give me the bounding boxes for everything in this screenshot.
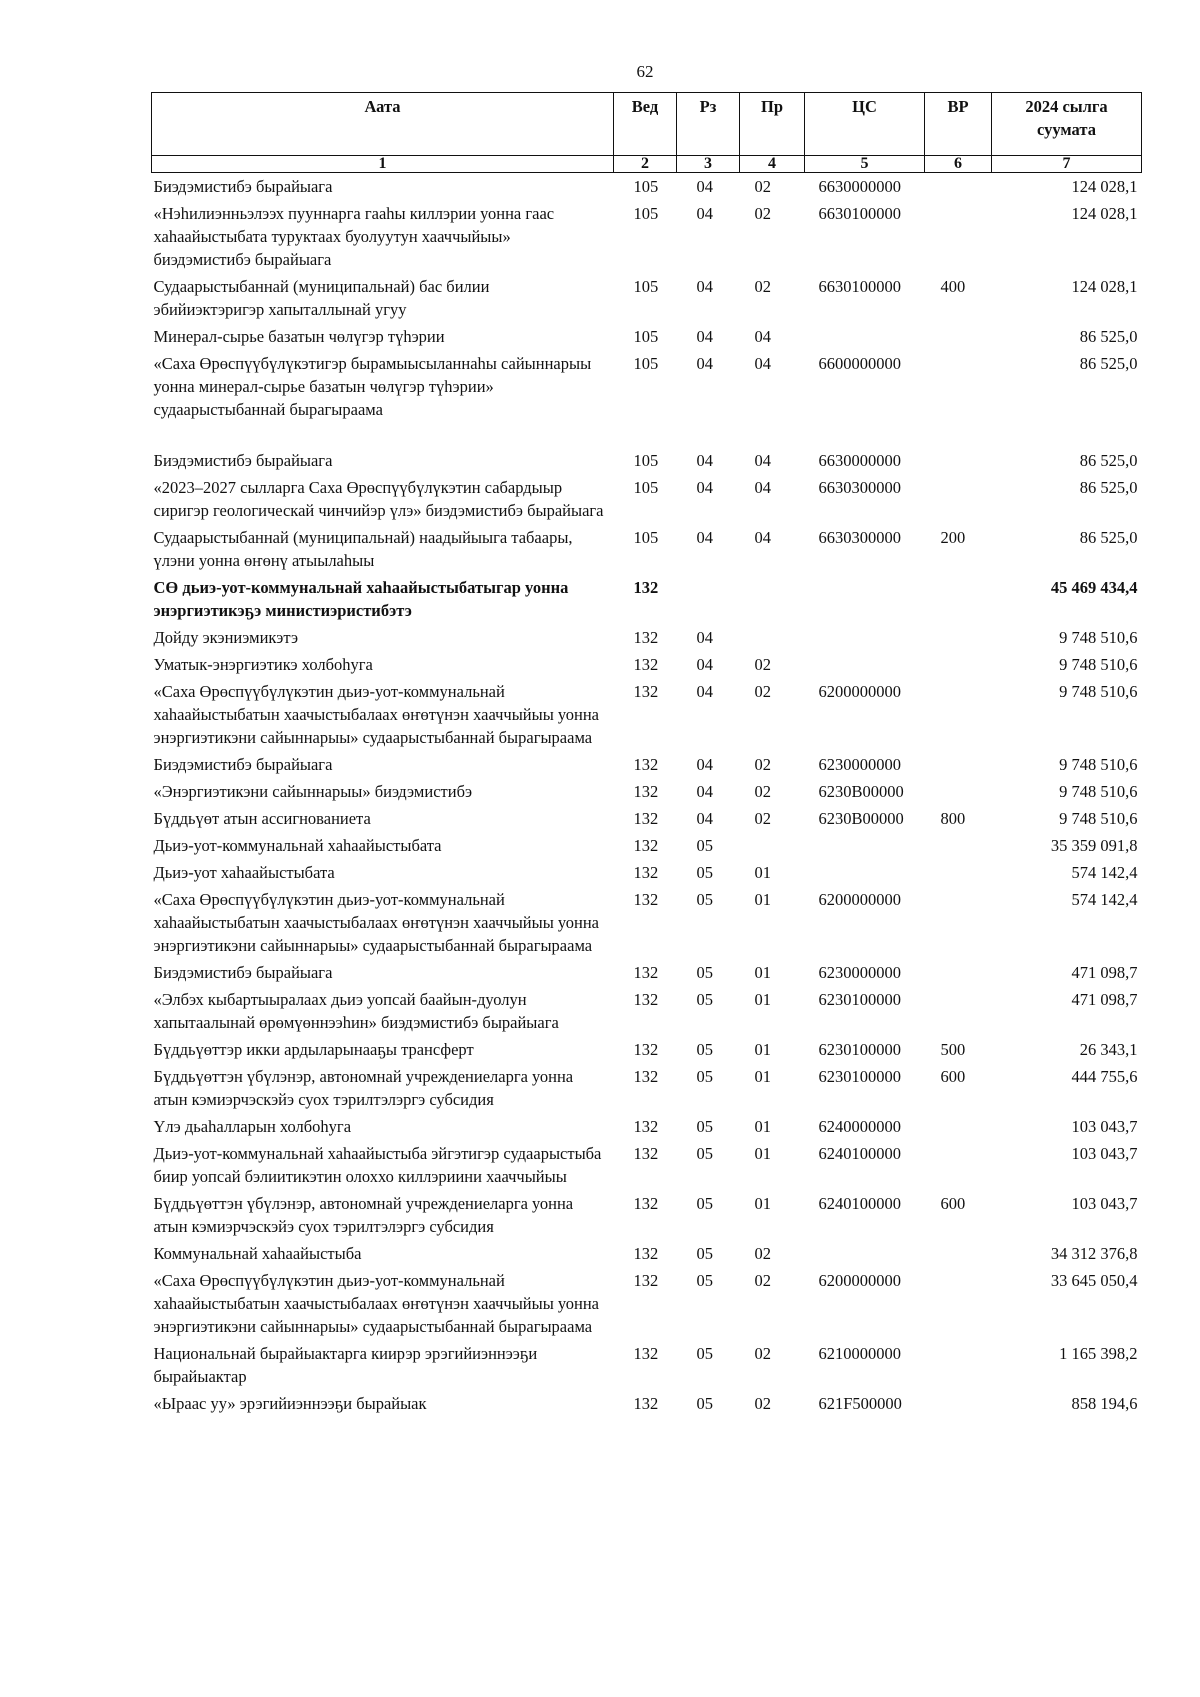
row-rz: 04 (696, 528, 713, 547)
row-cs: 6210000000 (818, 1344, 901, 1363)
table-row (152, 447, 1142, 474)
row-ved: 132 (633, 578, 659, 597)
row-sum: 103 043,7 (1071, 1117, 1138, 1136)
row-pr: 01 (754, 963, 771, 982)
row-pr: 02 (754, 1394, 771, 1413)
row-ved: 105 (633, 451, 659, 470)
row-sum: 26 343,1 (1079, 1040, 1138, 1059)
row-rz: 04 (696, 782, 713, 801)
row-pr: 04 (754, 528, 771, 547)
row-ved: 105 (633, 528, 659, 547)
row-name: Биэдэмистибэ бырайыага (153, 755, 333, 774)
table-row (152, 986, 1142, 1036)
row-vr (925, 323, 992, 350)
row-name: Дьиэ-уот-коммунальнай хаһаайыстыбата (153, 836, 442, 855)
row-rz: 04 (696, 277, 713, 296)
row-pr: 02 (754, 204, 771, 223)
row-rz: 04 (696, 628, 713, 647)
row-vr (925, 624, 992, 651)
row-rz: 04 (696, 204, 713, 223)
row-sum: 35 359 091,8 (1050, 836, 1138, 855)
row-vr (925, 832, 992, 859)
row-name: Судаарыстыбаннай (муниципальнай) наадыйыыга табаары, үлэни уонна өҥөнү атыылаһыы (153, 528, 573, 570)
row-cs: 6630100000 (818, 204, 901, 223)
column-number: 7 (992, 156, 1142, 173)
row-name: «Саха Өрөспүүбүлүкэтин дьиэ-уот-коммунальнай хаһаайыстыбатын хаачыстыбалаах өҥөтүнэн хааччыйыы уонна энэргиэтикэни сайыннарыы» судаарыстыбаннай бырагыраама (153, 682, 599, 747)
row-sum: 1 165 398,2 (1059, 1344, 1138, 1363)
row-rz: 05 (696, 990, 713, 1009)
table-row (152, 474, 1142, 524)
row-cs: 6230100000 (818, 1067, 901, 1086)
row-sum: 9 748 510,6 (1059, 755, 1138, 774)
row-rz: 04 (696, 755, 713, 774)
row-ved: 132 (633, 682, 659, 701)
row-cs (805, 624, 925, 651)
row-ved: 132 (633, 1194, 659, 1213)
row-rz: 05 (696, 1067, 713, 1086)
row-name: Бүддьүөт атын ассигнованиета (153, 809, 371, 828)
row-ved: 132 (633, 655, 659, 674)
row-cs: 6630300000 (818, 528, 901, 547)
row-pr: 02 (754, 1271, 771, 1290)
row-ved: 132 (633, 963, 659, 982)
row-pr: 01 (754, 1194, 771, 1213)
row-sum: 444 755,6 (1071, 1067, 1138, 1086)
row-rz: 05 (696, 836, 713, 855)
row-ved: 132 (633, 809, 659, 828)
row-rz: 04 (696, 655, 713, 674)
row-rz: 05 (696, 1040, 713, 1059)
table-row (152, 651, 1142, 678)
row-cs: 621F500000 (818, 1394, 902, 1413)
row-cs: 6240000000 (818, 1117, 901, 1136)
table-header (152, 93, 1142, 173)
row-cs (805, 574, 925, 624)
column-number: 1 (152, 156, 614, 173)
row-name: Биэдэмистибэ бырайыага (153, 963, 333, 982)
row-pr: 04 (754, 327, 771, 346)
row-name: «Энэргиэтикэни сайыннарыы» биэдэмистибэ (153, 782, 473, 801)
table-row (152, 678, 1142, 751)
row-ved: 132 (633, 990, 659, 1009)
row-vr (925, 447, 992, 474)
row-rz (677, 574, 740, 624)
row-sum: 858 194,6 (1071, 1394, 1138, 1413)
row-cs: 6230000000 (818, 755, 901, 774)
row-name: Судаарыстыбаннай (муниципальнай) бас билии эбийиэктэригэр хапыталлынай угуу (153, 277, 490, 319)
row-rz: 05 (696, 1144, 713, 1163)
header-name: Аата (152, 93, 614, 156)
table-row (152, 173, 1142, 201)
row-cs: 6630100000 (818, 277, 901, 296)
row-sum: 33 645 050,4 (1050, 1271, 1138, 1290)
row-ved: 105 (633, 204, 659, 223)
header-ved: Вед (614, 93, 677, 156)
row-sum: 124 028,1 (1071, 277, 1138, 296)
row-vr: 600 (940, 1194, 966, 1213)
row-sum: 124 028,1 (1071, 204, 1138, 223)
row-ved: 132 (633, 836, 659, 855)
row-cs: 6200000000 (818, 890, 901, 909)
row-name: «Нэһилиэнньэлээх пууннарга гааһы киллэрии уонна гаас хаһаайыстыбата туруктаах буолуутун хааччыйыы» биэдэмистибэ бырайыага (153, 204, 555, 269)
row-ved: 132 (633, 628, 659, 647)
row-rz: 04 (696, 478, 713, 497)
row-cs: 6230100000 (818, 990, 901, 1009)
row-sum: 124 028,1 (1071, 177, 1138, 196)
table-row (152, 1063, 1142, 1113)
table-row (152, 1036, 1142, 1063)
row-sum: 9 748 510,6 (1059, 628, 1138, 647)
row-sum: 103 043,7 (1071, 1194, 1138, 1213)
row-sum: 9 748 510,6 (1059, 655, 1138, 674)
row-pr: 01 (754, 1067, 771, 1086)
row-pr: 01 (754, 1040, 771, 1059)
table-row (152, 624, 1142, 651)
table-row (152, 751, 1142, 778)
row-pr (740, 574, 805, 624)
row-ved: 132 (633, 890, 659, 909)
row-ved: 105 (633, 354, 659, 373)
column-number: 3 (677, 156, 740, 173)
row-vr: 500 (940, 1040, 966, 1059)
row-name: Дьиэ-уот-коммунальнай хаһаайыстыба эйгэтигэр судаарыстыба биир уопсай бэлиитикэтин олоххо киллэриини хааччыйыы (153, 1144, 602, 1186)
table-row (152, 959, 1142, 986)
column-number-row (152, 156, 1142, 173)
row-vr: 200 (940, 528, 966, 547)
row-rz: 05 (696, 863, 713, 882)
row-ved: 132 (633, 755, 659, 774)
table-row (152, 1190, 1142, 1240)
row-pr: 01 (754, 863, 771, 882)
row-rz: 05 (696, 1117, 713, 1136)
budget-table (151, 92, 1142, 1417)
row-rz: 05 (696, 1271, 713, 1290)
table-row (152, 574, 1142, 624)
row-pr: 01 (754, 1144, 771, 1163)
row-vr (925, 1140, 992, 1190)
header-sum: 2024 сылга суумата (992, 93, 1142, 156)
table-row (152, 1267, 1142, 1340)
header-pr: Пр (740, 93, 805, 156)
row-vr (925, 574, 992, 624)
table-row (152, 805, 1142, 832)
row-pr: 01 (754, 1117, 771, 1136)
row-sum: 471 098,7 (1071, 990, 1138, 1009)
header-rz: Рз (677, 93, 740, 156)
row-name: Бүддьүөттэн үбүлэнэр, автономнай учреждениеларга уонна атын кэмиэрчэскэйэ суох тэрилтэлэргэ субсидия (153, 1194, 574, 1236)
row-pr: 02 (754, 655, 771, 674)
row-ved: 132 (633, 1244, 659, 1263)
row-vr (925, 751, 992, 778)
row-ved: 132 (633, 1144, 659, 1163)
row-vr (925, 859, 992, 886)
row-vr (925, 200, 992, 273)
row-cs (805, 323, 925, 350)
row-pr: 02 (754, 177, 771, 196)
row-vr (925, 474, 992, 524)
row-ved: 132 (633, 1271, 659, 1290)
row-name: «Ыраас уу» эрэгийиэннээҕи бырайыак (153, 1394, 427, 1413)
row-sum: 86 525,0 (1079, 327, 1138, 346)
row-pr: 02 (754, 809, 771, 828)
row-ved: 132 (633, 863, 659, 882)
row-name: Бүддьүөттэн үбүлэнэр, автономнай учреждениеларга уонна атын кэмиэрчэскэйэ суох тэрилтэлэргэ субсидия (153, 1067, 574, 1109)
row-rz: 04 (696, 354, 713, 373)
table-row (152, 323, 1142, 350)
row-pr: 04 (754, 451, 771, 470)
row-vr (925, 986, 992, 1036)
row-ved: 105 (633, 478, 659, 497)
row-vr: 800 (940, 809, 966, 828)
row-ved: 105 (633, 327, 659, 346)
header-cs: ЦС (805, 93, 925, 156)
row-pr: 02 (754, 277, 771, 296)
row-sum: 45 469 434,4 (1050, 578, 1138, 597)
row-cs: 6230В00000 (818, 809, 904, 828)
row-ved: 132 (633, 1344, 659, 1363)
row-pr: 02 (754, 782, 771, 801)
table-row (152, 859, 1142, 886)
table-row (152, 273, 1142, 323)
table-row (152, 832, 1142, 859)
row-sum: 34 312 376,8 (1050, 1244, 1138, 1263)
row-name: Үлэ дьаһалларын холбоһуга (153, 1117, 352, 1136)
row-name: Дойду экэниэмикэтэ (153, 628, 299, 647)
row-name: Дьиэ-уот хаһаайыстыбата (153, 863, 335, 882)
row-cs: 6230000000 (818, 963, 901, 982)
row-pr: 01 (754, 990, 771, 1009)
column-number: 4 (740, 156, 805, 173)
row-sum: 86 525,0 (1079, 451, 1138, 470)
row-ved: 105 (633, 177, 659, 196)
row-sum: 471 098,7 (1071, 963, 1138, 982)
row-pr: 04 (754, 354, 771, 373)
row-cs: 6600000000 (818, 354, 901, 373)
table-body (152, 173, 1142, 1418)
row-rz: 04 (696, 451, 713, 470)
row-cs: 6630300000 (818, 478, 901, 497)
table-row (152, 350, 1142, 447)
row-ved: 132 (633, 782, 659, 801)
row-name: «Саха Өрөспүүбүлүкэтин дьиэ-уот-коммунальнай хаһаайыстыбатын хаачыстыбалаах өҥөтүнэн хааччыйыы уонна энэргиэтикэни сайыннарыы» судаарыстыбаннай бырагыраама (153, 1271, 599, 1336)
table-row (152, 1390, 1142, 1417)
row-vr: 600 (940, 1067, 966, 1086)
row-cs: 6230В00000 (818, 782, 904, 801)
row-name: Национальнай бырайыактарга киирэр эрэгийиэннээҕи бырайыактар (153, 1344, 538, 1386)
page-number: 62 (636, 62, 654, 81)
row-cs: 6200000000 (818, 682, 901, 701)
row-rz: 05 (696, 1244, 713, 1263)
row-rz: 04 (696, 327, 713, 346)
row-name: «2023–2027 сылларга Саха Өрөспүүбүлүкэтин сабардыыр сиригэр геологическай чинчийэр үлэ» биэдэмистибэ бырайыага (153, 478, 604, 520)
row-vr (925, 173, 992, 201)
row-vr (925, 1267, 992, 1340)
row-name: Биэдэмистибэ бырайыага (153, 177, 333, 196)
column-number: 2 (614, 156, 677, 173)
table-row (152, 1240, 1142, 1267)
row-cs (805, 859, 925, 886)
row-sum: 86 525,0 (1079, 354, 1138, 373)
row-cs: 6200000000 (818, 1271, 901, 1290)
row-name: «Саха Өрөспүүбүлүкэтигэр бырамыысыланнаһы сайыннарыы уонна минерал-сырье базатын чөлүгэр түһэрии» судаарыстыбаннай бырагыраама (153, 354, 592, 419)
column-number: 6 (925, 156, 992, 173)
table-row (152, 778, 1142, 805)
row-cs (805, 832, 925, 859)
row-rz: 04 (696, 177, 713, 196)
row-sum: 9 748 510,6 (1059, 782, 1138, 801)
row-ved: 132 (633, 1117, 659, 1136)
row-name: Минерал-сырье базатын чөлүгэр түһэрии (153, 327, 445, 346)
row-rz: 05 (696, 890, 713, 909)
row-cs: 6240100000 (818, 1144, 901, 1163)
row-vr (925, 1240, 992, 1267)
row-cs (805, 651, 925, 678)
row-pr (740, 624, 805, 651)
row-rz: 04 (696, 682, 713, 701)
row-name: Уматык-энэргиэтикэ холбоһуга (153, 655, 373, 674)
table-row (152, 1113, 1142, 1140)
row-sum: 86 525,0 (1079, 528, 1138, 547)
header-vr: ВР (925, 93, 992, 156)
row-cs: 6630000000 (818, 177, 901, 196)
row-cs: 6630000000 (818, 451, 901, 470)
row-vr (925, 1340, 992, 1390)
row-pr: 02 (754, 755, 771, 774)
row-ved: 132 (633, 1394, 659, 1413)
row-rz: 05 (696, 963, 713, 982)
row-name: Коммунальнай хаһаайыстыба (153, 1244, 362, 1263)
row-pr (740, 832, 805, 859)
row-vr (925, 651, 992, 678)
row-name: «Саха Өрөспүүбүлүкэтин дьиэ-уот-коммунальнай хаһаайыстыбатын хаачыстыбалаах өҥөтүнэн хааччыйыы уонна энэргиэтикэни сайыннарыы» судаарыстыбаннай бырагыраама (153, 890, 599, 955)
row-sum: 9 748 510,6 (1059, 809, 1138, 828)
row-name: «Элбэх кыбартыыралаах дьиэ уопсай баайын-дуолун хапытаалынай өрөмүөннээһин» биэдэмистибэ бырайыага (153, 990, 559, 1032)
row-cs: 6230100000 (818, 1040, 901, 1059)
row-vr (925, 1113, 992, 1140)
row-cs (805, 1240, 925, 1267)
table-row (152, 886, 1142, 959)
row-sum: 103 043,7 (1071, 1144, 1138, 1163)
row-vr (925, 1390, 992, 1417)
table-row (152, 1140, 1142, 1190)
row-rz: 05 (696, 1194, 713, 1213)
table-row (152, 1340, 1142, 1390)
row-rz: 05 (696, 1344, 713, 1363)
row-vr (925, 350, 992, 447)
table-row (152, 524, 1142, 574)
header-row (152, 93, 1142, 156)
row-ved: 132 (633, 1067, 659, 1086)
row-ved: 105 (633, 277, 659, 296)
row-name: Бүддьүөттэр икки ардыларынааҕы трансферт (153, 1040, 474, 1059)
row-pr: 01 (754, 890, 771, 909)
row-pr: 02 (754, 1244, 771, 1263)
row-pr: 02 (754, 1344, 771, 1363)
row-sum: 9 748 510,6 (1059, 682, 1138, 701)
row-vr (925, 678, 992, 751)
row-sum: 574 142,4 (1071, 863, 1138, 882)
row-name: СӨ дьиэ-уот-коммунальнай хаһаайыстыбатыгар уонна энэргиэтикэҕэ министиэристибэтэ (153, 578, 569, 620)
row-pr: 04 (754, 478, 771, 497)
row-sum: 574 142,4 (1071, 890, 1138, 909)
row-vr (925, 778, 992, 805)
row-vr: 400 (940, 277, 966, 296)
row-cs: 6240100000 (818, 1194, 901, 1213)
row-pr: 02 (754, 682, 771, 701)
table-row (152, 200, 1142, 273)
column-number: 5 (805, 156, 925, 173)
row-name: Биэдэмистибэ бырайыага (153, 451, 333, 470)
row-ved: 132 (633, 1040, 659, 1059)
row-rz: 04 (696, 809, 713, 828)
row-sum: 86 525,0 (1079, 478, 1138, 497)
row-rz: 05 (696, 1394, 713, 1413)
row-vr (925, 959, 992, 986)
row-vr (925, 886, 992, 959)
